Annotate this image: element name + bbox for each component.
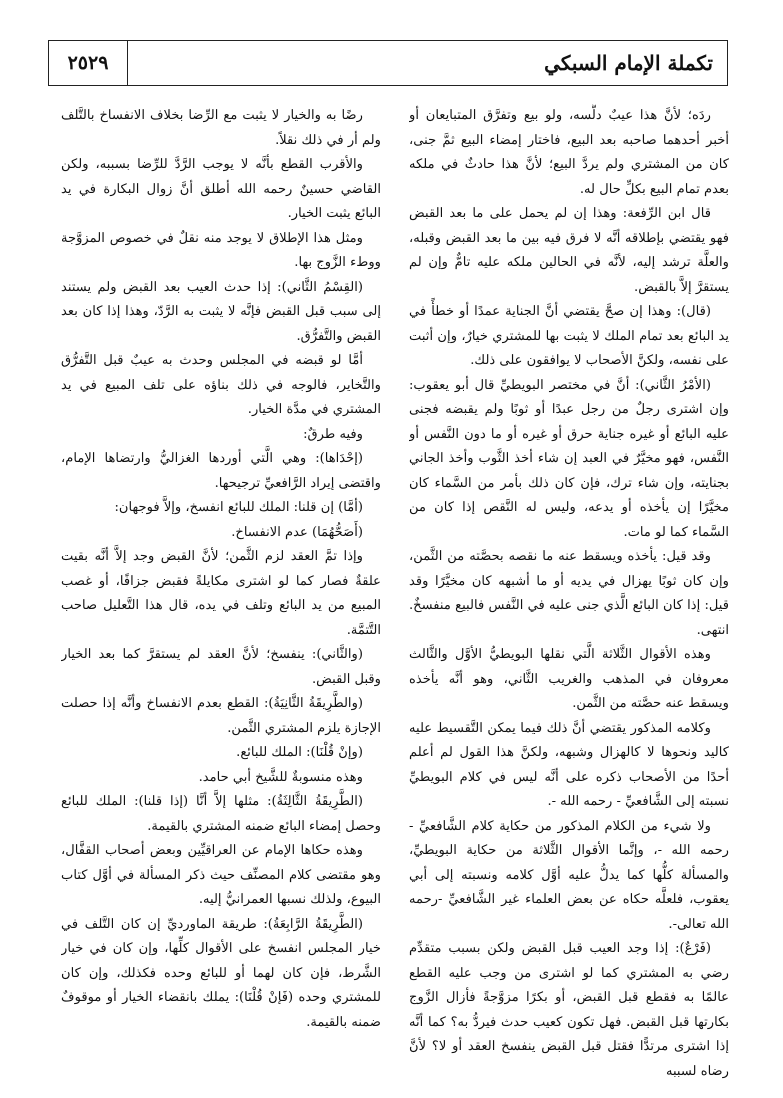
paragraph: وفيه طرقٌ: [303,426,363,442]
paragraph: (والطَّرِيقَةُ الثَّانِيَةُ): القطع بعدم الانفساخ وأنَّه إذا حصلت الإجازة يلزم المشتري الثَّمن. [61,696,381,736]
paragraph: (أَصَحُّهُمَا) عدم الانفساخ. [231,524,363,540]
paragraph: ولا شيء من الكلام المذكور من حكاية كلام الشَّافعيِّ - رحمه الله -، وإنَّما الأقوال الثَّلاثة من حكاية البويطيِّ، والمسألة كلُّها كما يدلُّ عليه أوَّل كلامه ونسبته إلى أبي يعقوب، فلعلَّه حكاه عن بعض العلماء غير الشَّافعيِّ -رحمه الله تعالى-. [409,818,729,932]
book-title: تكملة الإمام السبكي [544,51,713,75]
page-header [48,40,728,86]
paragraph: (القِسْمُ الثَّاني): إذا حدث العيب بعد القبض ولم يستند إلى سبب قبل القبض فإنَّه لا يثبت به الرَّدّ، وهذا إذا كان بعد القبض والتَّفرُّق. [61,279,381,344]
paragraph: والأقرب القطع بأنَّه لا يوجب الرَّدَّ للرِّضا بسببه، ولكن القاضي حسينٌ رحمه الله أطلق أنَّ زوال البكارة في يد البائع يثبت الخيار. [61,157,381,221]
paragraph: (والثَّاني): ينفسخ؛ لأنَّ العقد لم يستقرَّ كما بعد الخيار وقبل القبض. [61,647,381,687]
paragraph: (الطَّرِيقَةُ الثَّالِثَةُ): مثلها إلاَّ أنَّا (إذا قلنا): الملك للبائع وحصل إمضاء البائع ضمنه المشتري بالقيمة. [61,794,381,834]
paragraph: (قال): وهذا إن صحَّ يقتضي أنَّ الجناية عمدًا أو خطأً في يد البائع بعد تمام الملك لا يثبت بها للمشتري خيارٌ، وإن أثبت على نفسه، ولكنَّ الأصحاب لا يوافقون على ذلك. [409,304,729,368]
paragraph: رضًا به والخيار لا يثبت مع الرِّضا بخلاف الانفساخ بالتَّلف ولم أر في ذلك نقلاً. [61,108,381,148]
right-text-column [409,104,729,1082]
paragraph: وهذه حكاها الإمام عن العراقيِّين وبعض أصحاب القفَّال، وهو مقتضى كلام المصنِّف حيث ذكر المسألة في أوَّل كتاب البيوع، ولذلك نسبها العمرانيُّ إليه. [61,843,381,907]
paragraph: وهذه منسوبةٌ للشَّيخ أبي حامد. [198,769,363,785]
paragraph: (وإنْ قُلْنَا): الملك للبائع. [236,745,363,760]
paragraph: (فَرْعٌ): إذا وجد العيب قبل القبض ولكن بسبب متقدِّم رضي به المشتري كما لو اشترى من وجب عليه القطع عالمًا به فقطع قبل القبض، أو بكرًا مزوَّجةً فأزال الزَّوج بكارتها قبل القبض. فهل تكون كعيب حدث فيردُّ به؟ كما أنَّه إذا اشترى مرتدًّا فقتل قبل القبض ينفسخ العقد أو لا؟ لأنَّ رضاه لسببه [409,941,729,1079]
paragraph: (الطَّرِيقَةُ الرَّابِعَةُ): طريقة الماورديِّ إن كان التَّلف في خيار المجلس انفسخ على الأقوال كلِّها، وإن كان في خيار الشَّرط، فإن كان لهما أو للبائع وحده فكذلك، وإن كان للمشتري وحده (فَإنْ قُلْنَا): يملك بانقضاء الخيار أو موقوفٌ ضمنه بالقيمة. [61,916,381,1030]
paragraph: قال ابن الرِّفعة: وهذا إن لم يحمل على ما بعد القبض فهو يقتضي بإطلاقه أنَّه لا فرق فيه بين ما بعد القبض وقبله، والعلَّة ترشد إليه، لأنَّه في الحالين ملكه عليه تامٌّ وإن لم يستقرَّ إلاَّ بالقبض. [409,206,729,295]
paragraph: (الأمْرُ الثَّاني): أنَّ في مختصر البويطيِّ قال أبو يعقوب: وإن اشترى رجلٌ من رجل عبدًا أو ثوبًا ولم يقبضه فجنى عليه البائع أو غيره جناية حرق أو غيره أو ما دون النَّفس أو النَّفس، فهو مخيَّرٌ في العبد إن شاء أخذ الثَّوب وأخذ الجاني بجنايته، وإن شاء ترك، فإن كان ذلك بأمر من السَّماء كان مخيَّرًا إن يأخذه أو يدعه، وليس له النَّقص إذا كان من السَّماء كما لو مات. [409,377,729,540]
paragraph: وإذا تمَّ العقد لزم الثَّمن؛ لأنَّ القبض وجد إلاَّ أنَّه بقيت علقةٌ فصار كما لو اشترى مكايلةً فقبض جزافًا، أو غصب المبيع من يد البائع وتلف في يده، قال هذا التَّعليل صاحب التَّتمَّة. [61,549,381,638]
paragraph: أمَّا لو قبضه في المجلس وحدث به عيبٌ قبل التَّفرُّق والتَّخاير، فالوجه في ذلك بناؤه على تلف المبيع في يد المشتري في مدَّة الخيار. [61,353,381,417]
page-number: ٢٥٢٩ [67,52,109,74]
paragraph: وهذه الأقوال الثَّلاثة الَّتي نقلها البويطيُّ الأوَّل والثَّالث معروفان في المذهب والغريب الثَّاني، وهو أنَّه يأخذه ويسقط عنه حصَّته من الثَّمن. [409,647,729,711]
header-divider [127,41,128,85]
paragraph: (إحْدَاها): وهي الَّتي أوردها الغزاليُّ وارتضاها الإمام، واقتضى إيراد الرَّافعيِّ ترجيحها. [61,451,381,491]
paragraph: وقد قيل: يأخذه ويسقط عنه ما نقصه بحصَّته من الثَّمن، وإن كان ثوبًا يهزال في يديه أو ما أشبهه كان مخيَّرًا وقد قيل: إذا كان البائع الَّذي جنى عليه في النَّفس فالبيع منفسخٌ. انتهى. [409,549,729,638]
paragraph: (أمَّا) إن قلنا: الملك للبائع انفسخ، وإلاَّ فوجهان: [114,500,363,515]
paragraph: وكلامه المذكور يقتضي أنَّ ذلك فيما يمكن التَّقسيط عليه كاليد ونحوها لا كالهزال وشبهه، ولكنَّ هذا القول لم أعلم أحدًا من الأصحاب ذكره على أنَّه ليس في كلام البويطيِّ نسبته إلى الشَّافعيِّ - رحمه الله -. [409,720,729,809]
left-text-column [61,104,381,1082]
paragraph: ردَه؛ لأنَّ هذا عيبٌ دلَّسه، ولو بيع وتفرَّق المتبايعان أو أخبر أحدهما صاحبه بعد البيع، فاختار إمضاء البيع ثمَّ جنى، كان من المشتري ولم يردَّ البيع؛ لأنَّ هذا حادثٌ في ملكه بعدم تمام البيع بكلِّ حال له. [409,108,729,197]
paragraph: ومثل هذا الإطلاق لا يوجد منه نقلٌ في خصوص المزوَّجة ووطء الزَّوج بها. [61,230,381,270]
